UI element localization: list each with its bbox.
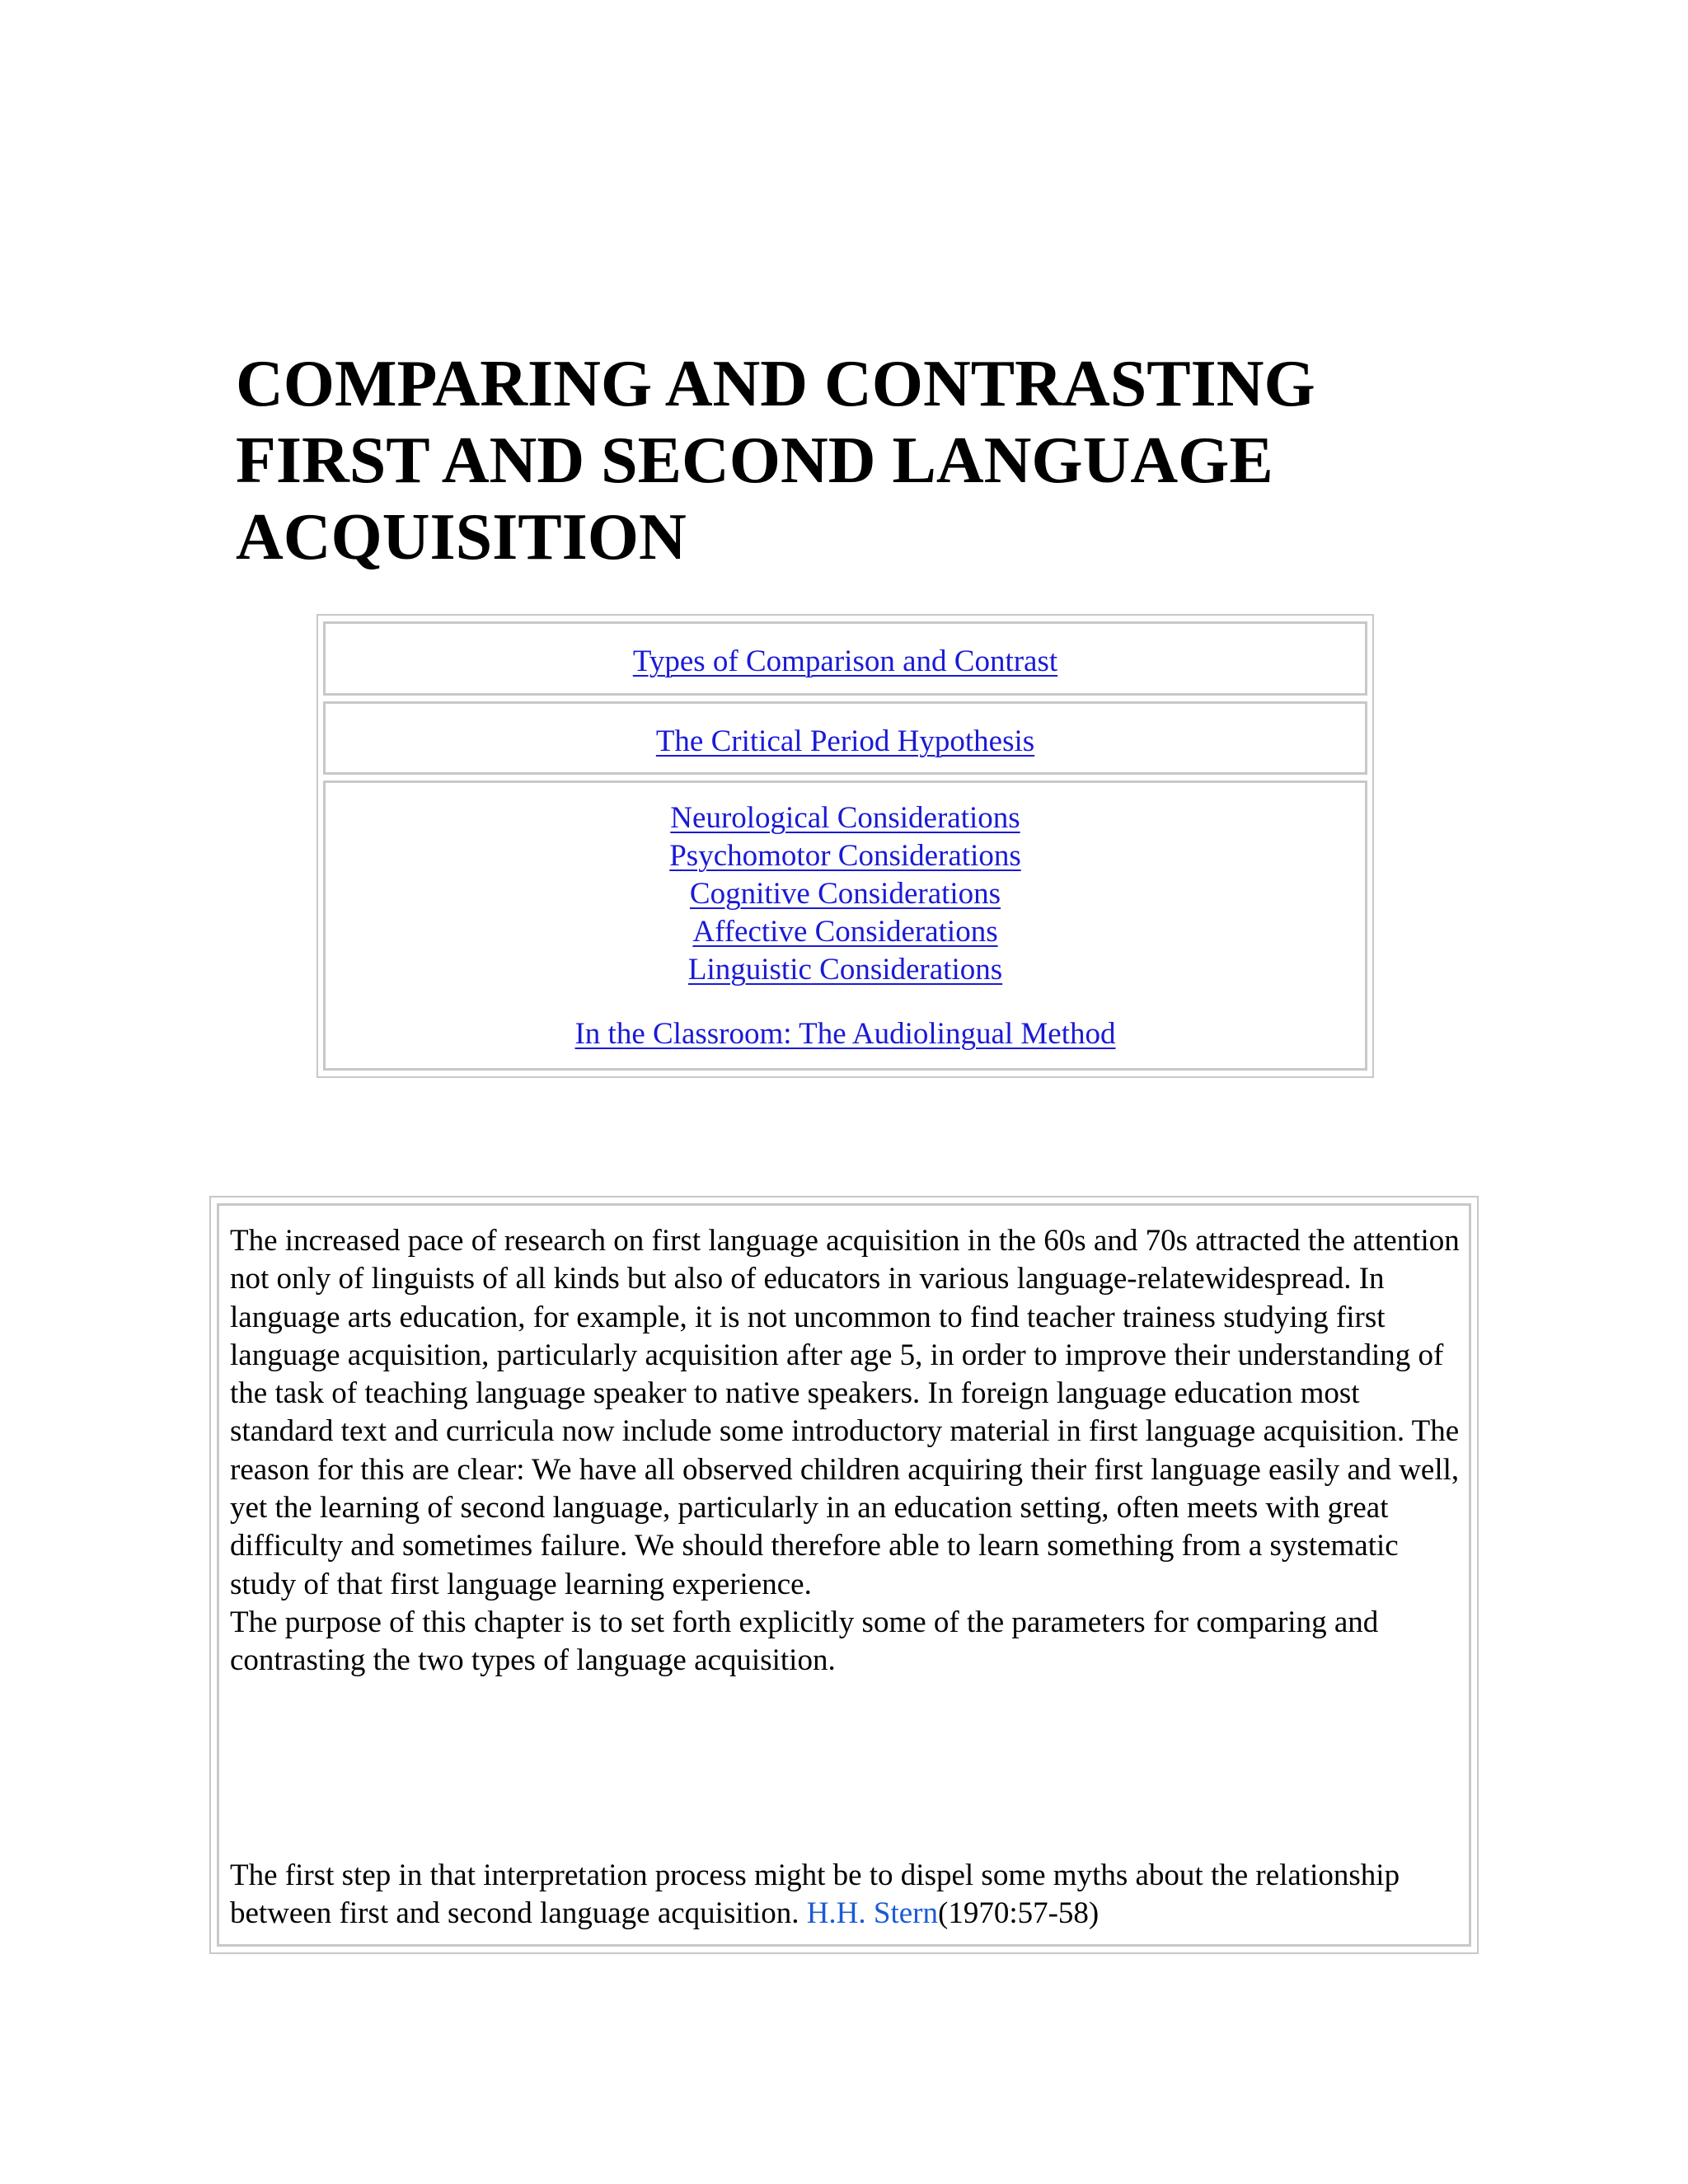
cognitive-considerations-link[interactable]: Cognitive Considerations [689, 877, 1001, 911]
first-step-text: The first step in that interpretation process might be to dispel some myths about the relationship between first and second language acquisition. [230, 1858, 1400, 1931]
table-of-contents [316, 614, 1374, 1078]
linguistic-considerations-link[interactable]: Linguistic Considerations [687, 953, 1003, 987]
types-of-comparison-link[interactable]: Types of Comparison and Contrast [632, 644, 1058, 678]
audiolingual-method-link[interactable]: In the Classroom: The Audiolingual Method [574, 1017, 1116, 1051]
first-step-paragraph [230, 1857, 1466, 1933]
classroom-link-wrapper [326, 1018, 1365, 1051]
purpose-paragraph: The purpose of this chapter is to set forth explicitly some of the parameters for comparing and contrasting the two types of language acquisition. [230, 1605, 1379, 1678]
stern-citation: (1970:57-58) [938, 1896, 1100, 1931]
neurological-considerations-link[interactable]: Neurological Considerations [670, 801, 1020, 835]
intro-paragraph: The increased pace of research on first language acquisition in the 60s and 70s attracted the attention not only of linguists of all kinds but also of educators in various language-relatewidespread. In language arts education, for example, it is not uncommon to find teacher trainess studying first language acquisition, particularly acquisition after age 5, in order to improve their understanding of the task of teaching language speaker to native speakers. In foreign language education most standard text and curricula now include some introductory material in first language acquisition. The reason for this are clear: We have all observed children acquiring their first language easily and well, yet the learning of second language, particularly in an education setting, often meets with great difficulty and sometimes failure. We should therefore able to learn something from a systematic study of that first language learning experience. [230, 1224, 1460, 1601]
content-box-inner [217, 1203, 1471, 1947]
toc-row-critical-period [323, 701, 1367, 775]
critical-period-hypothesis-link[interactable]: The Critical Period Hypothesis [655, 724, 1035, 758]
affective-considerations-link[interactable]: Affective Considerations [692, 915, 998, 949]
considerations-list [326, 799, 1365, 989]
page-title: COMPARING AND CONTRASTING FIRST AND SECOND LANGUAGE ACQUISITION [236, 348, 1315, 574]
toc-row-considerations [323, 780, 1367, 1071]
stern-link[interactable]: H.H. Stern [806, 1896, 938, 1931]
toc-row-types [323, 621, 1367, 696]
intro-text [230, 1222, 1466, 1680]
psychomotor-considerations-link[interactable]: Psychomotor Considerations [669, 839, 1021, 873]
content-box [209, 1196, 1479, 1954]
